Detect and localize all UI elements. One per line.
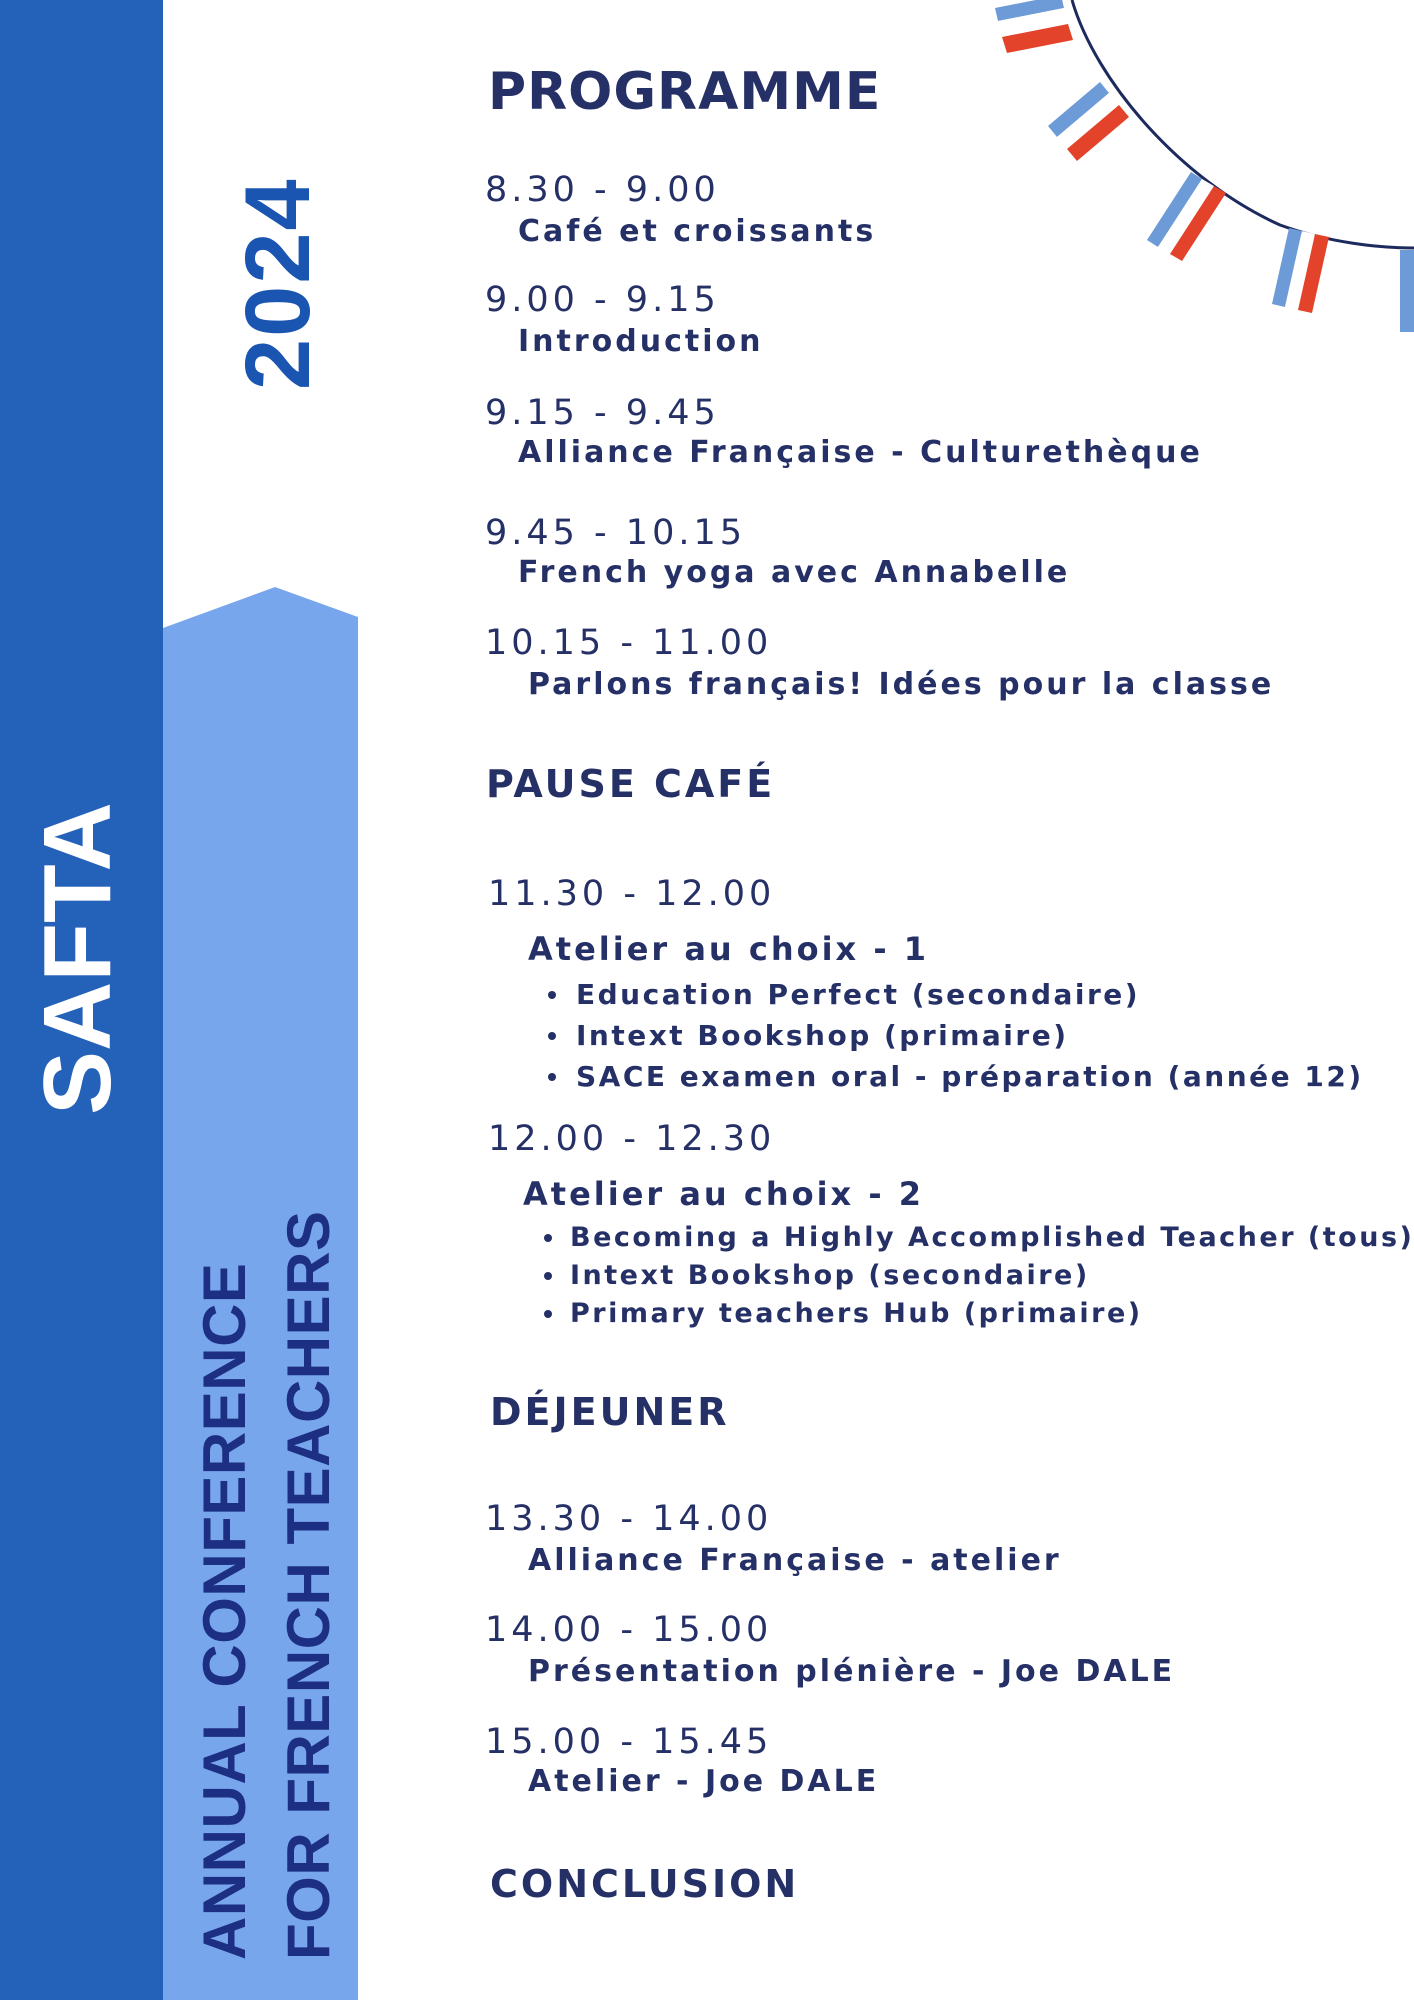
- session-time: 14.00 - 15.00: [485, 1610, 773, 1650]
- workshop-title: Atelier au choix - 2: [523, 1175, 925, 1213]
- list-item: Education Perfect (secondaire): [544, 974, 1364, 1015]
- list-item: Becoming a Highly Accomplished Teacher (tous): [540, 1219, 1414, 1257]
- workshop-options: [540, 1219, 1414, 1333]
- conference-year: 2024: [227, 177, 329, 390]
- list-item: SACE examen oral - préparation (année 12): [544, 1056, 1364, 1097]
- session-time: 10.15 - 11.00: [485, 623, 773, 663]
- session-time: 15.00 - 15.45: [485, 1722, 773, 1762]
- conference-title-line-1: ANNUAL CONFERENCE: [191, 1262, 258, 1960]
- session-time: 9.45 - 10.15: [485, 513, 747, 553]
- list-item: Intext Bookshop (secondaire): [540, 1257, 1414, 1295]
- pause-cafe-heading: PAUSE CAFÉ: [486, 762, 776, 806]
- session-title: Alliance Française - atelier: [528, 1543, 1062, 1578]
- session-time: 8.30 - 9.00: [485, 170, 720, 210]
- list-item: Intext Bookshop (primaire): [544, 1015, 1364, 1056]
- list-item: Primary teachers Hub (primaire): [540, 1295, 1414, 1333]
- session-title: Café et croissants: [518, 214, 877, 249]
- session-time: 11.30 - 12.00: [488, 874, 776, 914]
- programme-heading: PROGRAMME: [488, 62, 882, 122]
- session-title: Parlons français! Idées pour la classe: [528, 667, 1275, 702]
- session-time: 9.15 - 9.45: [485, 393, 720, 433]
- session-time: 12.00 - 12.30: [488, 1119, 776, 1159]
- conclusion-heading: CONCLUSION: [490, 1862, 800, 1906]
- session-title: Présentation plénière - Joe DALE: [528, 1654, 1176, 1689]
- session-time: 9.00 - 9.15: [485, 280, 720, 320]
- session-title: Atelier - Joe DALE: [528, 1764, 880, 1799]
- session-title: Alliance Française - Culturethèque: [518, 435, 1203, 470]
- dejeuner-heading: DÉJEUNER: [490, 1390, 730, 1434]
- session-time: 13.30 - 14.00: [485, 1499, 773, 1539]
- session-title: Introduction: [518, 324, 764, 359]
- organisation-name: SAFTA: [24, 802, 131, 1115]
- conference-title-line-2: FOR FRENCH TEACHERS: [275, 1210, 342, 1960]
- session-title: French yoga avec Annabelle: [518, 555, 1071, 590]
- workshop-title: Atelier au choix - 1: [528, 930, 930, 968]
- workshop-options: [544, 974, 1364, 1097]
